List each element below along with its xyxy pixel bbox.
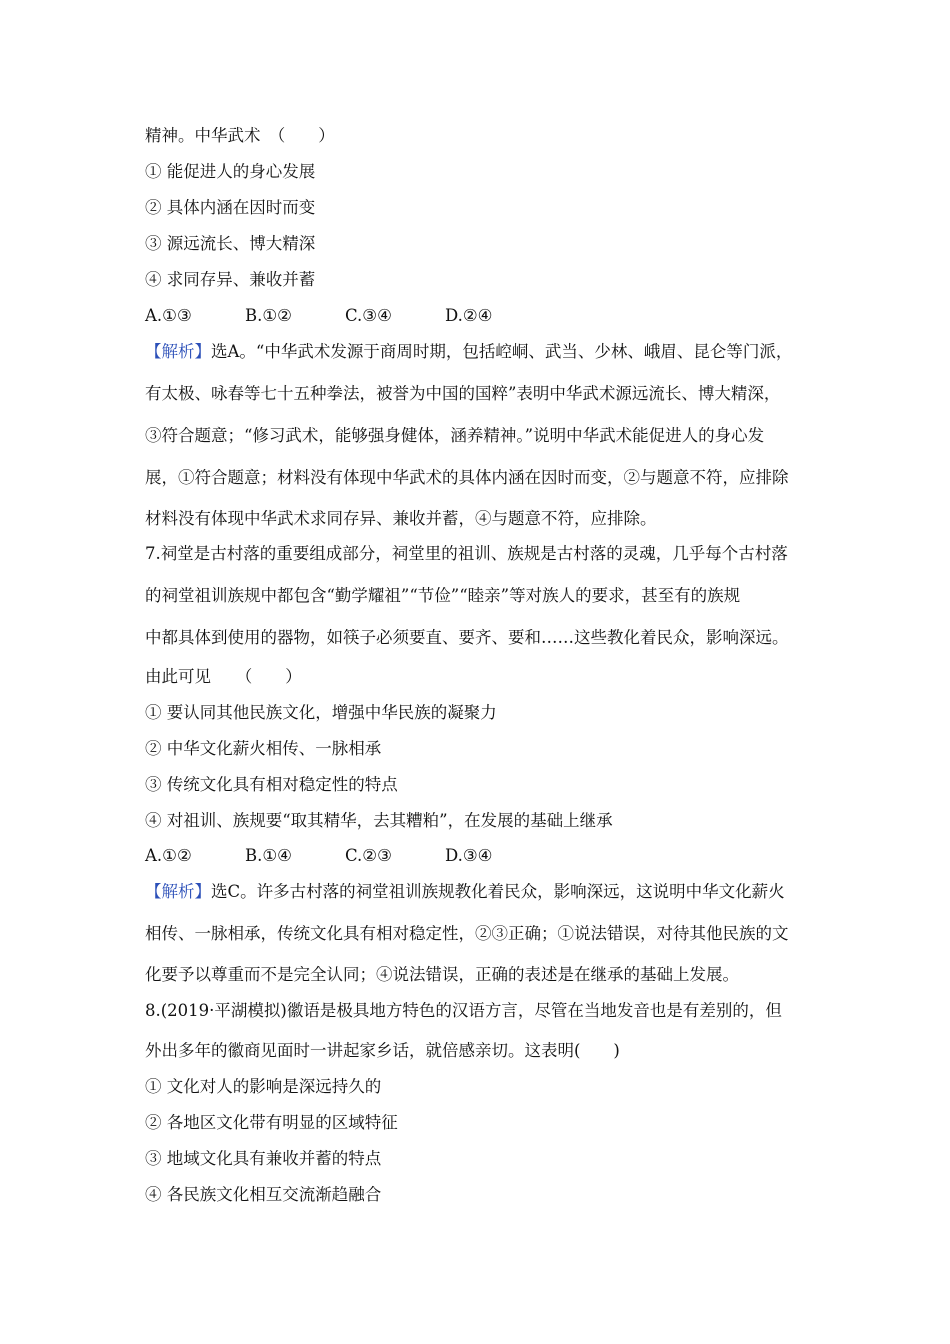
q7-choice-1: ① 要认同其他民族文化，增强中华民族的凝聚力 <box>145 703 497 722</box>
q6-option-c: C.③④ <box>345 306 392 325</box>
q6-option-d: D.②④ <box>445 306 493 325</box>
q7-option-b: B.①④ <box>245 846 292 865</box>
q7-stem-line-1: 7.祠堂是古村落的重要组成部分，祠堂里的祖训、族规是古村落的灵魂，几乎每个古村落 <box>145 544 788 563</box>
q6-choice-4: ④ 求同存异、兼收并蓄 <box>145 270 316 289</box>
q7-analysis-line-3: 化要予以尊重而不是完全认同；④说法错误，正确的表述是在继承的基础上发展。 <box>145 965 739 984</box>
q6-analysis-line-4: 展，①符合题意；材料没有体现中华武术的具体内涵在因时而变，②与题意不符，应排除 <box>145 468 789 487</box>
q8-choice-4: ④ 各民族文化相互交流渐趋融合 <box>145 1185 382 1204</box>
q6-options <box>145 305 492 327</box>
q7-stem-line-3: 中都具体到使用的器物，如筷子必须要直、要齐、要和……这些教化着民众，影响深远。 <box>145 628 789 647</box>
q7-option-a: A.①② <box>145 846 192 865</box>
q7-analysis-tag: 【解析】 <box>145 882 211 901</box>
q6-analysis-text-1: 选A。“中华武术发源于商周时期，包括崆峒、武当、少林、峨眉、昆仑等门派， <box>211 342 793 361</box>
q7-stem-line-2: 的祠堂祖训族规中都包含“勤学耀祖”“节俭”“睦亲”等对族人的要求，甚至有的族规 <box>145 586 741 605</box>
q6-choice-3: ③ 源远流长、博大精深 <box>145 234 316 253</box>
q6-analysis-line-1 <box>145 341 792 363</box>
q6-option-a: A.①③ <box>145 306 192 325</box>
q6-choice-2: ② 具体内涵在因时而变 <box>145 198 316 217</box>
q7-choice-4: ④ 对祖训、族规要“取其精华，去其糟粕”，在发展的基础上继承 <box>145 811 613 830</box>
q6-option-b: B.①② <box>245 306 292 325</box>
q7-analysis-text-1: 选C。许多古村落的祠堂祖训族规教化着民众，影响深远，这说明中华文化薪火 <box>211 882 785 901</box>
q6-analysis-line-5: 材料没有体现中华武术求同存异、兼收并蓄，④与题意不符，应排除。 <box>145 509 657 528</box>
q7-option-c: C.②③ <box>345 846 392 865</box>
q7-stem-line-4: 由此可见 （ ） <box>145 667 302 686</box>
q7-choice-2: ② 中华文化薪火相传、一脉相承 <box>145 739 382 758</box>
q8-choice-2: ② 各地区文化带有明显的区域特征 <box>145 1113 398 1132</box>
q6-stem-tail: 精神。中华武术 （ ） <box>145 126 335 145</box>
q7-option-d: D.③④ <box>445 846 493 865</box>
q7-analysis-line-1 <box>145 881 785 903</box>
q6-analysis-tag: 【解析】 <box>145 342 211 361</box>
q6-analysis-line-3: ③符合题意；“修习武术，能够强身健体，涵养精神。”说明中华武术能促进人的身心发 <box>145 426 765 445</box>
q8-stem-line-2: 外出多年的徽商见面时一讲起家乡话，就倍感亲切。这表明( ) <box>145 1041 620 1060</box>
q8-choice-1: ① 文化对人的影响是深远持久的 <box>145 1077 382 1096</box>
q8-choice-3: ③ 地域文化具有兼收并蓄的特点 <box>145 1149 382 1168</box>
q7-options <box>145 845 492 867</box>
q7-analysis-line-2: 相传、一脉相承，传统文化具有相对稳定性，②③正确；①说法错误，对待其他民族的文 <box>145 924 789 943</box>
q6-choice-1: ① 能促进人的身心发展 <box>145 162 316 181</box>
q8-stem-line-1: 8.(2019·平湖模拟)徽语是极具地方特色的汉语方言，尽管在当地发音也是有差别的，但 <box>145 1001 782 1020</box>
q6-analysis-line-2: 有太极、咏春等七十五种拳法，被誉为中国的国粹”表明中华武术源远流长、博大精深， <box>145 384 781 403</box>
q7-choice-3: ③ 传统文化具有相对稳定性的特点 <box>145 775 398 794</box>
